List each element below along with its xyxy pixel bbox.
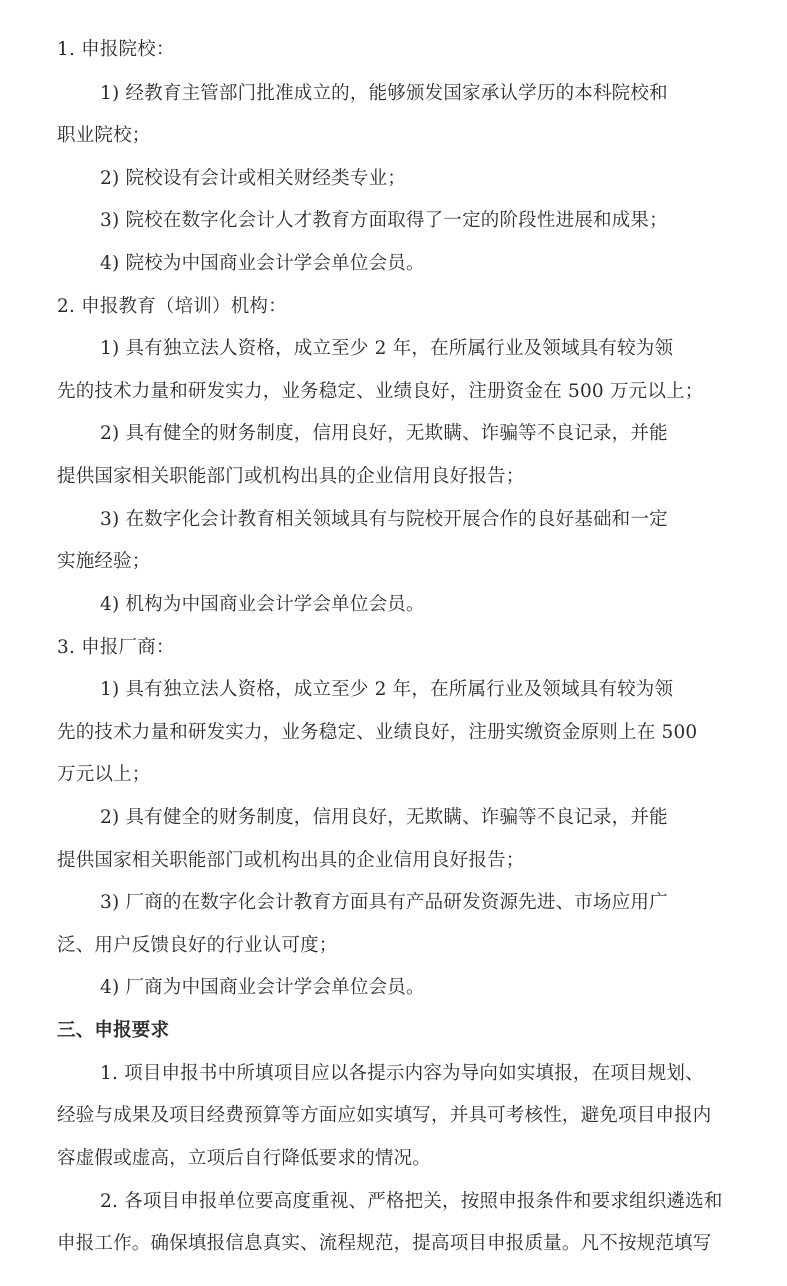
- item-1-heading: 1. 申报院校：: [57, 39, 175, 60]
- item-3-3-line-1: 3) 厂商的在数字化会计教育方面具有产品研发资源先进、市场应用广: [100, 892, 668, 913]
- section-3-heading: 三、申报要求: [57, 1020, 170, 1041]
- item-3-3-line-2: 泛、用户反馈良好的行业认可度；: [57, 935, 338, 956]
- item-2-2-line-1: 2) 具有健全的财务制度，信用良好，无欺瞒、诈骗等不良记录，并能: [100, 423, 668, 444]
- item-2-4: 4) 机构为中国商业会计学会单位会员。: [100, 594, 425, 615]
- item-3-2-line-2: 提供国家相关职能部门或机构出具的企业信用良好报告；: [57, 850, 525, 871]
- item-2-1-line-2: 先的技术力量和研发实力，业务稳定、业绩良好，注册资金在 500 万元以上；: [57, 381, 704, 402]
- requirement-2-line-1: 2. 各项目申报单位要高度重视、严格把关，按照申报条件和要求组织遴选和: [100, 1191, 723, 1212]
- item-3-1-line-3: 万元以上；: [57, 764, 151, 785]
- requirement-1-line-3: 容虚假或虚高，立项后自行降低要求的情况。: [57, 1148, 432, 1169]
- item-3-heading: 3. 申报厂商：: [57, 637, 175, 658]
- item-1-3: 3) 院校在数字化会计人才教育方面取得了一定的阶段性进展和成果；: [100, 210, 668, 231]
- item-3-4: 4) 厂商为中国商业会计学会单位会员。: [100, 977, 425, 998]
- item-2-3-line-2: 实施经验；: [57, 551, 151, 572]
- item-1-4: 4) 院校为中国商业会计学会单位会员。: [100, 253, 425, 274]
- item-2-2-line-2: 提供国家相关职能部门或机构出具的企业信用良好报告；: [57, 466, 525, 487]
- item-1-1-line-1: 1) 经教育主管部门批准成立的，能够颁发国家承认学历的本科院校和: [100, 83, 668, 104]
- item-3-2-line-1: 2) 具有健全的财务制度，信用良好，无欺瞒、诈骗等不良记录，并能: [100, 807, 668, 828]
- item-3-1-line-2: 先的技术力量和研发实力，业务稳定、业绩良好，注册实缴资金原则上在 500: [57, 722, 698, 743]
- item-2-1-line-1: 1) 具有独立法人资格，成立至少 2 年，在所属行业及领域具有较为领: [100, 338, 674, 359]
- item-1-1-line-2: 职业院校；: [57, 125, 151, 146]
- item-2-3-line-1: 3) 在数字化会计教育相关领域具有与院校开展合作的良好基础和一定: [100, 509, 668, 530]
- item-1-2: 2) 院校设有会计或相关财经类专业；: [100, 168, 406, 189]
- item-3-1-line-1: 1) 具有独立法人资格，成立至少 2 年，在所属行业及领域具有较为领: [100, 679, 674, 700]
- requirement-1-line-1: 1. 项目申报书中所填项目应以各提示内容为导向如实填报，在项目规划、: [100, 1063, 704, 1084]
- requirement-2-line-2: 申报工作。确保填报信息真实、流程规范，提高项目申报质量。凡不按规范填写: [57, 1233, 712, 1254]
- item-2-heading: 2. 申报教育（培训）机构：: [57, 296, 287, 317]
- requirement-1-line-2: 经验与成果及项目经费预算等方面应如实填写，并具可考核性，避免项目申报内: [57, 1105, 712, 1126]
